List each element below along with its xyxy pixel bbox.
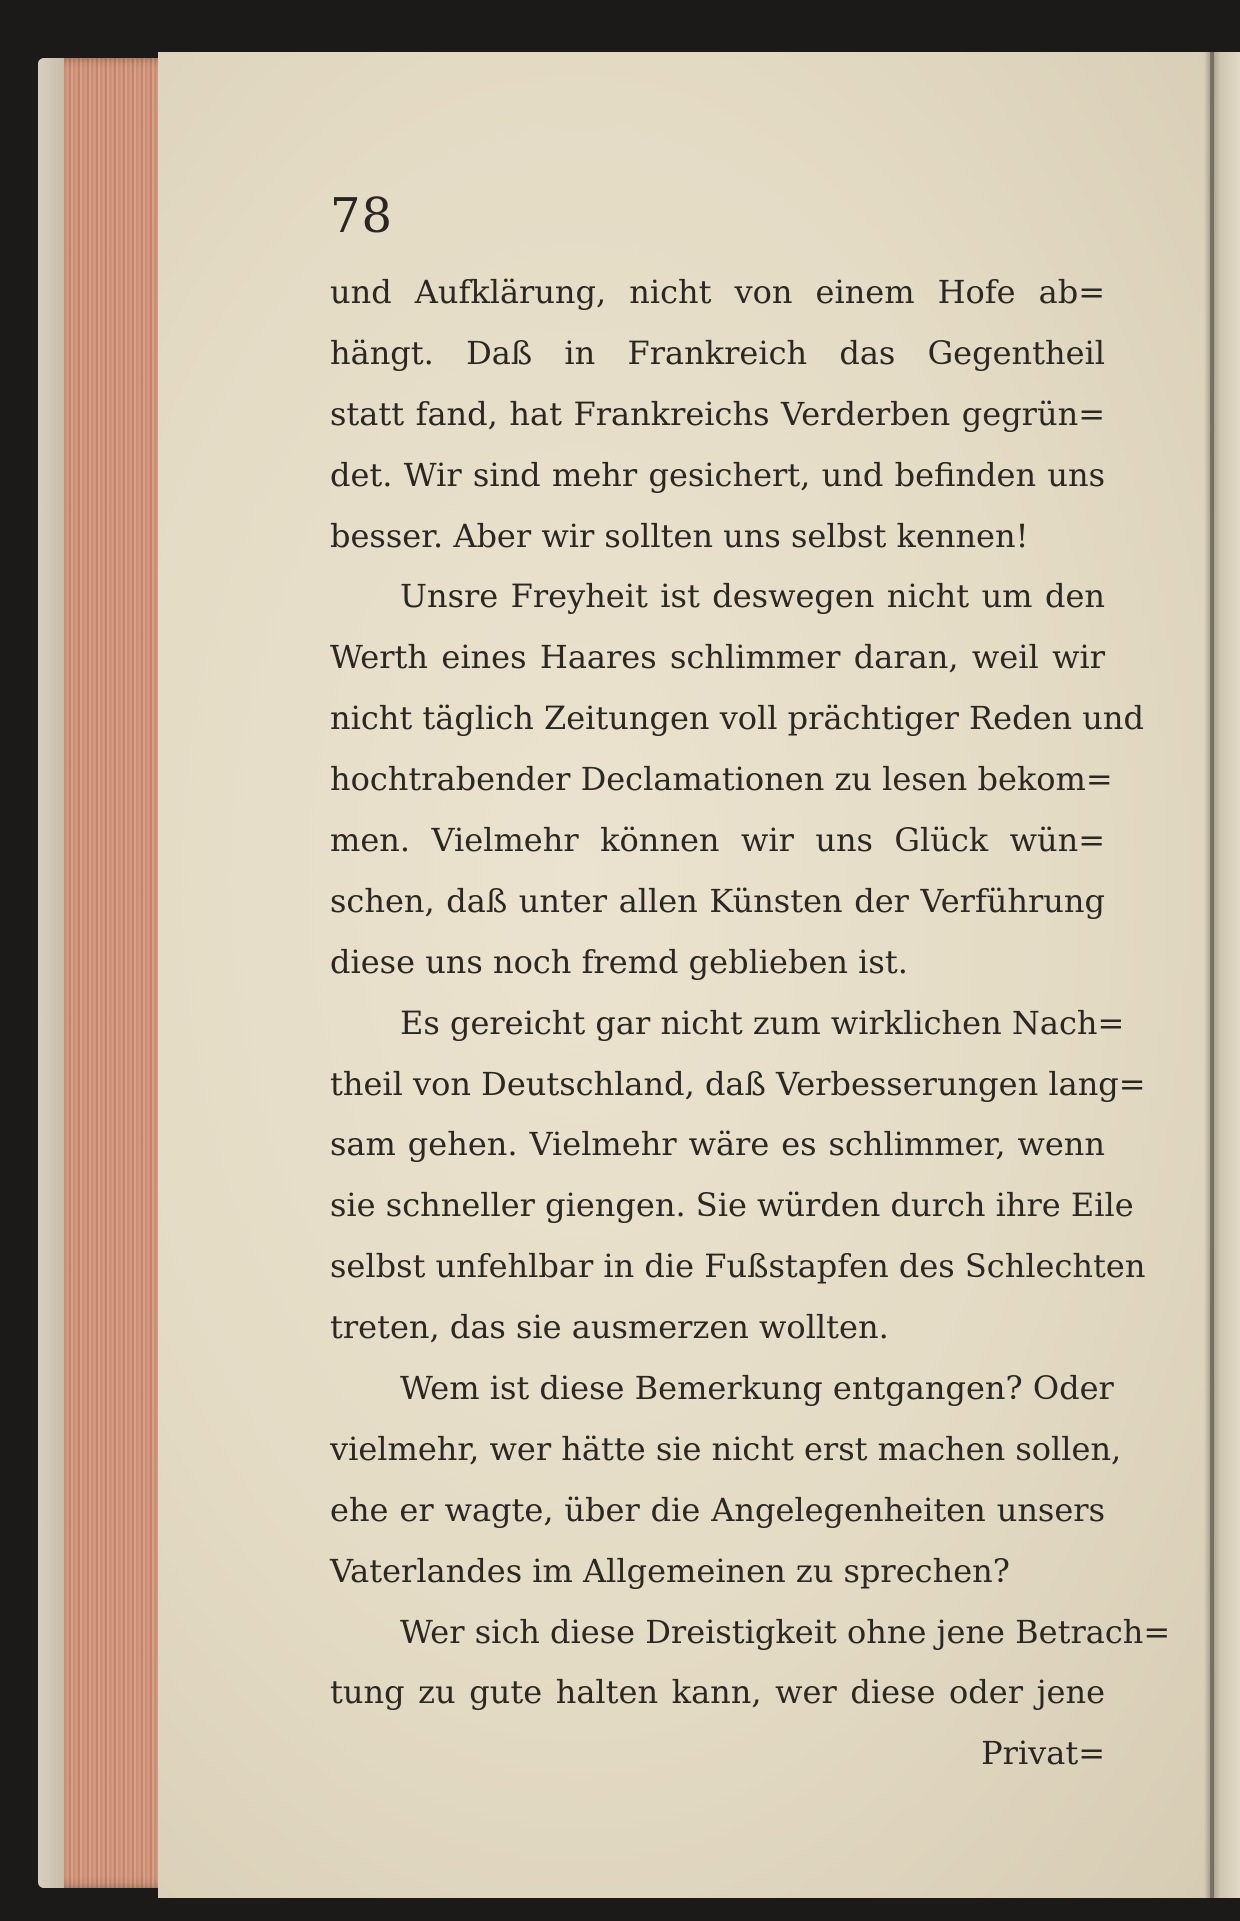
text-line: sam gehen. Vielmehr wäre es schlimmer, wenn bbox=[330, 1125, 1105, 1164]
text-line: det. Wir sind mehr gesichert, und befinden uns bbox=[330, 455, 1105, 494]
text-line: theil von Deutschland, daß Verbesserungen lang= bbox=[330, 1064, 1146, 1103]
text-line: hängt. Daß in Frankreich das Gegentheil bbox=[330, 333, 1105, 372]
text-line: schen, daß unter allen Künsten der Verführung bbox=[330, 881, 1105, 920]
page-number: 78 bbox=[330, 188, 394, 244]
text-line: nicht täglich Zeitungen voll prächtiger Reden und bbox=[330, 699, 1144, 738]
text-line: Vaterlandes im Allgemeinen zu sprechen? bbox=[330, 1551, 1010, 1590]
page-edge-right bbox=[1210, 52, 1240, 1898]
text-line: Werth eines Haares schlimmer daran, weil wir bbox=[330, 638, 1105, 677]
text-line: vielmehr, wer hätte sie nicht erst machen sollen, bbox=[330, 1429, 1122, 1468]
body-text bbox=[330, 262, 1171, 1784]
text-line: tung zu gute halten kann, wer diese oder jene bbox=[330, 1673, 1105, 1712]
text-line: ehe er wagte, über die Angelegenheiten unsers bbox=[330, 1490, 1105, 1529]
text-line: selbst unfehlbar in die Fußstapfen des Schlechten bbox=[330, 1247, 1146, 1286]
text-line: treten, das sie ausmerzen wollten. bbox=[330, 1308, 889, 1347]
text-line: hochtrabender Declamationen zu lesen bekom= bbox=[330, 760, 1113, 799]
text-line: Wem ist diese Bemerkung entgangen? Oder bbox=[400, 1369, 1114, 1408]
text-line: sie schneller giengen. Sie würden durch ihre Eile bbox=[330, 1186, 1134, 1225]
text-line: men. Vielmehr können wir uns Glück wün= bbox=[330, 821, 1105, 860]
text-line: Wer sich diese Dreistigkeit ohne jene Betrach= bbox=[400, 1612, 1171, 1651]
page-edges-left bbox=[38, 58, 160, 1888]
text-line: statt fand, hat Frankreichs Verderben gegrün= bbox=[330, 394, 1105, 433]
text-line: besser. Aber wir sollten uns selbst kennen! bbox=[330, 516, 1029, 555]
text-line: Unsre Freyheit ist deswegen nicht um den bbox=[400, 577, 1105, 616]
text-line: diese uns noch fremd geblieben ist. bbox=[330, 942, 908, 981]
text-line: Es gereicht gar nicht zum wirklichen Nach= bbox=[400, 1003, 1125, 1042]
text-line: und Aufklärung, nicht von einem Hofe ab= bbox=[330, 273, 1105, 311]
catchword: Privat= bbox=[981, 1734, 1105, 1773]
